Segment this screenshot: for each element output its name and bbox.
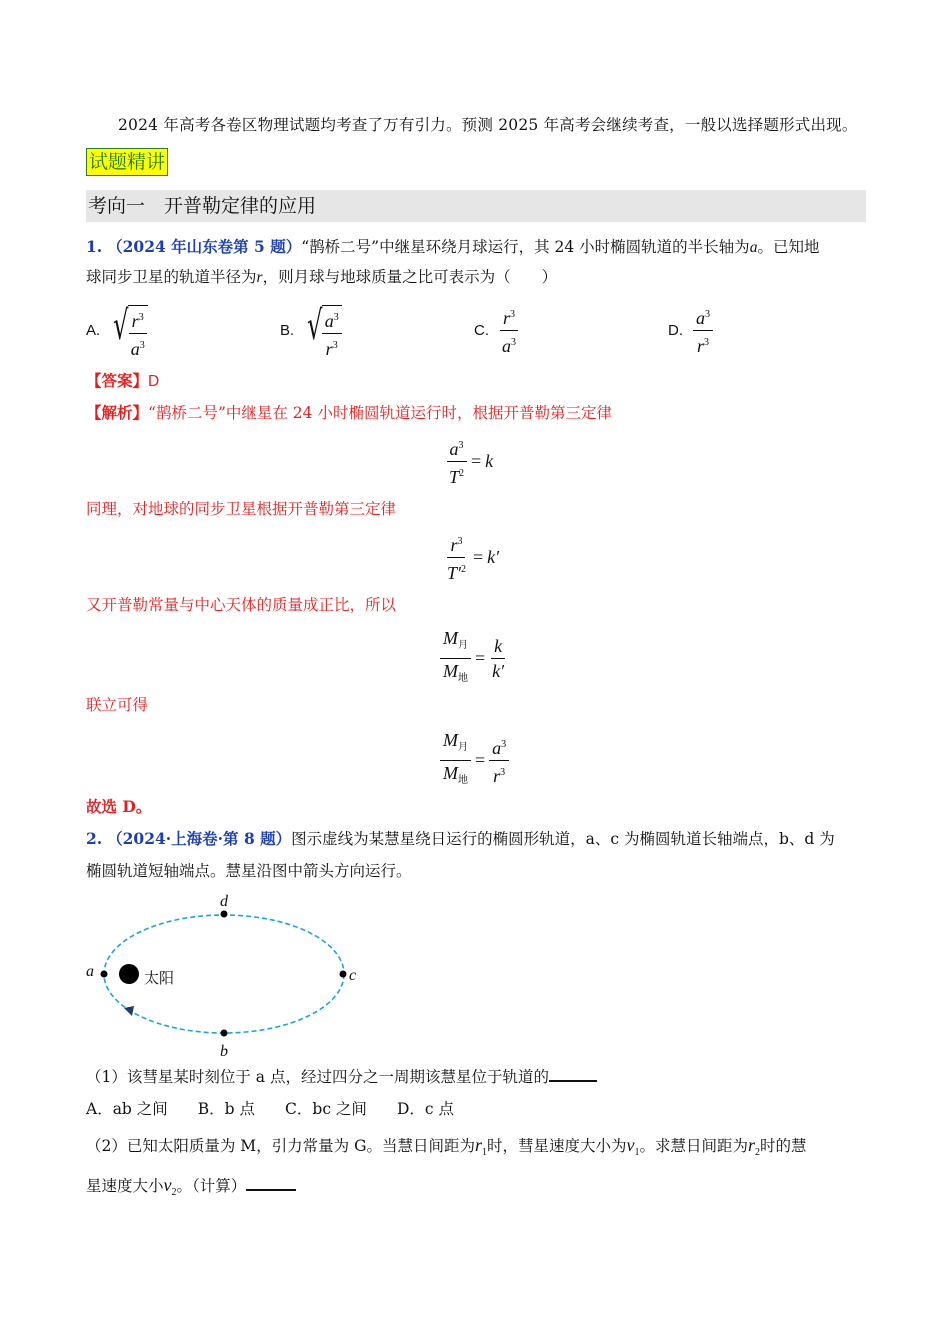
analysis-conclusion: 故选 D。 — [86, 797, 152, 816]
q1-line2 — [86, 266, 557, 289]
option-d-formula: $\frac{a^3}{r^3}$ — [693, 303, 713, 358]
point-c — [340, 971, 347, 978]
q1-number: 1. — [86, 237, 103, 256]
q1-stem-text: “鹊桥二号”中继星环绕月球运行，其 24 小时椭圆轨道的半长轴为 — [301, 238, 750, 256]
answer-label: 【答案】 — [86, 371, 149, 390]
q2-stem-text: 图示虚线为某慧星绕日运行的椭圆形轨道， — [291, 830, 586, 848]
point-b — [221, 1030, 228, 1037]
equation-kepler-earth: $\frac{r^3}{T'^2}$ = k′ — [444, 530, 499, 585]
q1-line1 — [86, 236, 819, 259]
q1-stem-end: 。已知地 — [757, 238, 820, 256]
orbit-ellipse — [104, 915, 344, 1033]
option-c-formula: $\frac{r^3}{a^3}$ — [499, 303, 519, 358]
sub1-option-d[interactable]: D．c 点 — [396, 1100, 454, 1118]
analysis-step-4: 联立可得 — [86, 696, 149, 714]
intro-text: 2024 年高考各卷区物理试题均考查了万有引力。预测 2025 年高考会继续考查，一般以选择题形式出现。 — [118, 116, 858, 134]
q2-sub2-line2-text: 星速度大小 — [86, 1177, 164, 1195]
section-heading: 考向一 开普勒定律的应用 — [86, 190, 866, 222]
q2-sub2-line2 — [86, 1174, 296, 1204]
sym-v2: $v_2$ — [163, 1175, 177, 1198]
q2-stem-text-b: a、c 为椭圆轨道长轴端点，b、d 为 — [585, 830, 835, 848]
q2-source: （2024·上海卷·第 8 题） — [107, 829, 292, 848]
q1-answer — [86, 370, 159, 393]
sub-earth: 地 — [458, 673, 468, 684]
q1-option-d[interactable] — [668, 300, 713, 360]
label-b: b — [220, 1043, 228, 1060]
q1-sym-a: a — [749, 239, 758, 256]
sub1-option-c[interactable]: C．bc 之间 — [285, 1100, 367, 1118]
q2-sub2-d: 时的慧 — [760, 1137, 807, 1155]
sub-earth-2: 地 — [458, 775, 468, 786]
q2-number: 2. — [86, 829, 103, 848]
sub1-option-b[interactable]: B．b 点 — [197, 1100, 256, 1118]
option-b-formula: √ $\frac{a^3}{r^3}$ — [302, 299, 342, 361]
option-a-label: A. — [86, 321, 101, 339]
answer-value: D — [148, 373, 160, 390]
option-c-label: C. — [474, 321, 489, 339]
q2-line1 — [86, 828, 835, 850]
point-d — [221, 911, 228, 918]
answer-blank-2[interactable] — [246, 1175, 296, 1191]
q2-sub2-line1 — [86, 1134, 807, 1164]
equation-mass-ratio-k: $\frac{M_月}{M_地}$ = $\frac{k}{k'}$ — [440, 626, 507, 691]
answer-blank-1[interactable] — [549, 1066, 597, 1082]
q1-sym-r: r — [256, 269, 263, 286]
q2-sub1-text: （1）该彗星某时刻位于 a 点，经过四分之一周期该慧星位于轨道的 — [86, 1068, 549, 1086]
analysis-step-3: 又开普勒常量与中心天体的质量成正比，所以 — [86, 596, 397, 614]
sun-icon — [119, 964, 139, 984]
q1-source: （2024 年山东卷第 5 题） — [107, 237, 302, 256]
option-b-label: B. — [280, 321, 295, 339]
q2-sub1 — [86, 1066, 597, 1088]
q1-analysis — [86, 402, 612, 424]
option-a-formula: √ $\frac{r^3}{a^3}$ — [108, 299, 148, 361]
direction-arrow-icon — [124, 1006, 134, 1016]
sym-v1: $v_1$ — [626, 1135, 640, 1158]
q1-option-a[interactable] — [86, 300, 148, 360]
sym-r1: $r_1$ — [474, 1135, 487, 1158]
sun-label: 太阳 — [144, 969, 175, 987]
q1-stem-end-2: ，则月球与地球质量之比可表示为（ ） — [262, 268, 558, 286]
point-a — [101, 971, 108, 978]
sub1-option-a[interactable]: A．ab 之间 — [86, 1100, 168, 1118]
equation-kepler-moon: $\frac{a^3}{T^2}$ = k — [446, 434, 493, 489]
q2-sub2-a: （2）已知太阳质量为 M，引力常量为 G。当慧日间距为 — [86, 1137, 475, 1155]
q1-option-c[interactable] — [474, 300, 519, 360]
orbit-diagram — [80, 890, 380, 1062]
label-a: a — [86, 963, 94, 980]
q2-sub2-c: 。求慧日间距为 — [639, 1137, 749, 1155]
q2-sub2-line2-end: 。（计算） — [176, 1177, 247, 1195]
label-d: d — [220, 893, 228, 910]
analysis-label: 【解析】 — [86, 403, 149, 422]
label-c: c — [349, 967, 357, 984]
q1-stem-text-2: 球同步卫星的轨道半径为 — [86, 268, 257, 286]
q2-line2: 椭圆轨道短轴端点。慧星沿图中箭头方向运行。 — [86, 862, 412, 880]
sym-r2: $r_2$ — [748, 1135, 761, 1158]
equation-mass-ratio-result: $\frac{M_月}{M_地}$ = $\frac{a^3}{r^3}$ — [440, 728, 509, 793]
q2-sub1-options — [86, 1098, 454, 1120]
q2-sub2-b: 时，彗星速度大小为 — [487, 1137, 627, 1155]
option-d-label: D. — [668, 321, 683, 339]
analysis-step-2: 同理，对地球的同步卫星根据开普勒第三定律 — [86, 500, 397, 518]
analysis-text: “鹊桥二号”中继星在 24 小时椭圆轨道运行时，根据开普勒第三定律 — [148, 404, 612, 422]
section-tag: 试题精讲 — [86, 148, 168, 176]
sub-moon-2: 月 — [458, 742, 468, 753]
sub-moon: 月 — [458, 640, 468, 651]
q1-option-b[interactable] — [280, 300, 342, 360]
